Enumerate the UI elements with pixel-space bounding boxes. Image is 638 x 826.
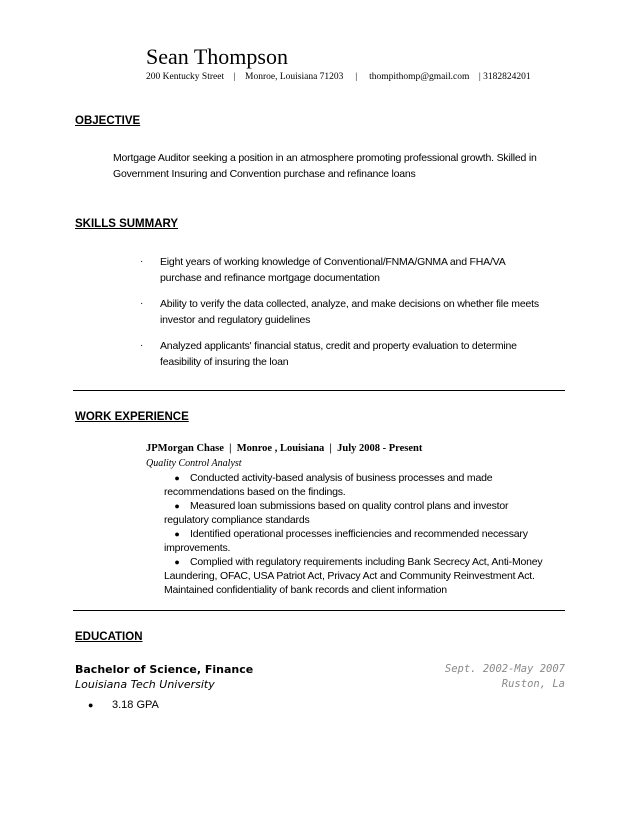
gpa-item [88,699,159,711]
bullet-icon: · [140,298,144,309]
skill-line: purchase and refinance mortgage documentation [160,272,380,284]
duty-line: recommendations based on the findings. [164,486,346,498]
city: Monroe, Louisiana 71203 [245,72,344,82]
section-divider [73,390,565,391]
skill-line: Eight years of working knowledge of Conventional/FNMA/GNMA and FHA/VA [160,256,506,268]
skill-line: Analyzed applicants' financial status, credit and property evaluation to determine [160,340,517,352]
degree: Bachelor of Science, Finance [75,663,254,676]
job-location: Monroe , Louisiana [236,443,325,454]
list-item [140,338,570,370]
bullet-icon: ● [174,557,180,567]
education-location: Ruston, La [501,678,565,690]
skill-line: investor and regulatory guidelines [160,314,311,326]
list-item [164,471,574,499]
skills-heading: SKILLS SUMMARY [75,218,179,230]
bullet-icon: · [140,340,144,351]
school: Louisiana Tech University [75,678,215,691]
bullet-icon: ● [88,700,94,710]
duty-line: Identified operational processes inefficiencies and recommended necessary [190,528,528,540]
education-dates: Sept. 2002-May 2007 [444,663,565,675]
duty-line: Complied with regulatory requirements including Bank Secrecy Act, Anti-Money [190,556,543,568]
duty-line: Laundering, OFAC, USA Patriot Act, Privacy Act and Community Reinvestment Act. [164,570,535,582]
phone: 3182824201 [483,72,531,82]
bullet-icon: ● [174,473,180,483]
objective-heading: OBJECTIVE [75,115,141,127]
bullet-icon: ● [174,501,180,511]
separator: | [229,443,232,454]
work-heading: WORK EXPERIENCE [75,411,189,423]
skill-line: Ability to verify the data collected, analyze, and make decisions on whether file meets [160,298,539,310]
address: 200 Kentucky Street [146,72,225,82]
job-title: Quality Control Analyst [146,458,242,469]
duty-line: Conducted activity-based analysis of business processes and made [190,472,493,484]
objective-text [113,150,573,182]
education-heading: EDUCATION [75,631,143,643]
list-item [164,499,574,527]
duty-line: regulatory compliance standards [164,514,310,526]
section-divider [73,610,565,611]
duties-list [164,471,574,597]
separator: | [355,72,358,82]
duty-line: Measured loan submissions based on quality control plans and investor [190,500,509,512]
separator: | [478,72,481,82]
duty-line: Maintained confidentiality of bank records and client information [164,584,447,596]
job-period: July 2008 - Present [337,443,423,454]
objective-line: Government Insuring and Convention purchase and refinance loans [113,168,416,180]
separator: | [233,72,236,82]
list-item [140,296,570,328]
company: JPMorgan Chase [146,443,224,454]
separator: | [329,443,332,454]
email[interactable]: thompithomp@gmail.com [369,72,470,82]
list-item [140,254,570,286]
bullet-icon: · [140,256,144,267]
skills-list [140,254,570,380]
skill-line: feasibility of insuring the loan [160,356,289,368]
bullet-icon: ● [174,529,180,539]
objective-line: Mortgage Auditor seeking a position in an atmosphere promoting professional growth. Skilled in [113,152,537,164]
duty-line: improvements. [164,542,231,554]
candidate-name: Sean Thompson [146,44,288,69]
gpa: 3.18 GPA [112,699,159,711]
list-item [164,527,574,555]
list-item [164,555,574,597]
job-header [146,443,422,454]
contact-line [146,72,531,82]
